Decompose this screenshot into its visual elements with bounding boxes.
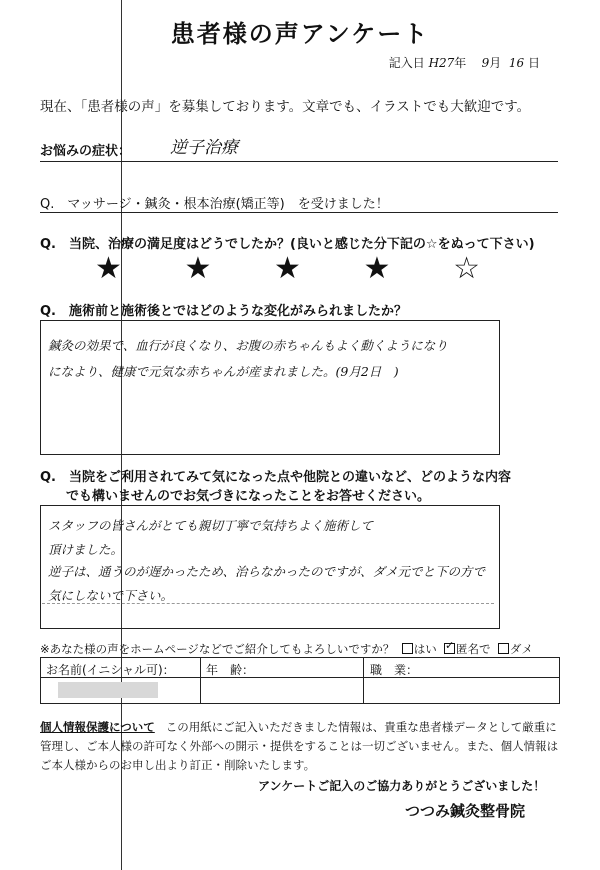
other-answer-line-4: 気にしないで下さい。 — [48, 588, 174, 603]
date-day: 16 — [508, 56, 525, 70]
consent-option-yes: はい — [413, 642, 437, 656]
other-answer-line-3: 逆子は、通うのが遅かったため、治らなかったのですが、ダメ元でと下の方で — [48, 564, 486, 579]
age-label: 年 齢： — [206, 663, 255, 677]
other-answer-line-1: スタッフの皆さんがとても親切丁寧で気持ちよく施術して — [48, 518, 374, 533]
profile-table-col-1 — [200, 657, 201, 703]
star-filled-icon[interactable]: ★ — [184, 251, 212, 286]
privacy-notice — [40, 718, 562, 775]
consent-question: ※あなた様の声をホームページなどでご紹介してもよろしいですか？ — [40, 642, 395, 656]
other-question-line-2: でも構いませんのでお気づきになったことをお答せください。 — [66, 489, 431, 504]
satisfaction-question: Q. 当院、治療の満足度はどうでしたか？(良いと感じた分下記の☆をぬって下さい) — [40, 237, 535, 252]
change-answer-line-1: 鍼灸の効果で、血行が良くなり、お腹の赤ちゃんもよく動くようになり — [48, 338, 448, 353]
symptom-answer[interactable]: 逆子治療 — [170, 138, 238, 158]
date-era: H27 — [428, 56, 455, 70]
consent-option-no: ダメ — [509, 642, 533, 656]
consent-option-anonymous: 匿名で — [456, 642, 491, 656]
star-filled-icon[interactable]: ★ — [363, 251, 391, 286]
treatment-underline — [40, 212, 558, 213]
date-month: 9 — [481, 56, 490, 70]
symptom-label: お悩みの症状： — [40, 144, 132, 159]
name-redacted[interactable] — [58, 682, 158, 698]
date-label: 記入日 — [388, 56, 425, 70]
checkbox-yes[interactable] — [402, 643, 413, 654]
name-label: お名前(イニシャル可)： — [46, 663, 175, 677]
privacy-heading: 個人情報保護について — [40, 720, 155, 734]
entry-date — [389, 54, 540, 71]
intro-text: 現在、「患者様の声」を募集しております。文章でも、イラストでも大歓迎です。 — [40, 99, 531, 115]
checkbox-no[interactable] — [498, 643, 509, 654]
star-filled-icon[interactable]: ★ — [95, 251, 122, 286]
change-answer-line-2: になより、健康で元気な赤ちゃんが産まれました。(9月2日 ) — [48, 364, 399, 379]
star-empty-icon[interactable]: ☆ — [453, 251, 480, 286]
other-answer-line-2: 頂けました。 — [48, 542, 124, 557]
symptom-underline — [40, 161, 558, 162]
page-title: 患者様の声アンケート — [170, 20, 430, 48]
treatment-question: Q. マッサージ・鍼灸・根本治療(矯正等) を受けました！ — [40, 197, 389, 212]
star-filled-icon[interactable]: ★ — [274, 251, 301, 286]
rating-stars[interactable] — [95, 251, 480, 286]
answer-guide-line — [42, 603, 494, 604]
consent-row — [40, 641, 533, 657]
date-month-suffix: 月 — [489, 56, 502, 70]
clinic-name: つつみ鍼灸整骨院 — [405, 802, 526, 820]
profile-table-col-2 — [363, 657, 364, 703]
job-label: 職 業： — [370, 663, 419, 677]
checkbox-anonymous[interactable] — [444, 643, 455, 654]
thanks-text: アンケートご記入のご協力ありがとうございました！ — [258, 779, 546, 793]
date-year-suffix: 年 — [454, 56, 467, 70]
other-question-line-1: Q. 当院をご利用されてみて気になった点や他院との違いなど、どのような内容 — [40, 470, 511, 485]
privacy-body: この用紙にご記入いただきました情報は、貴重な患者様データとして厳重に管理し、ご本人様の許可なく外部への開示・提供をすることは一切ございません。また、個人情報はご本人様からのお申し出より訂正・削除いたします。 — [40, 720, 559, 772]
date-day-suffix: 日 — [527, 56, 540, 70]
change-question: Q. 施術前と施術後とではどのような変化がみられましたか？ — [40, 304, 407, 319]
